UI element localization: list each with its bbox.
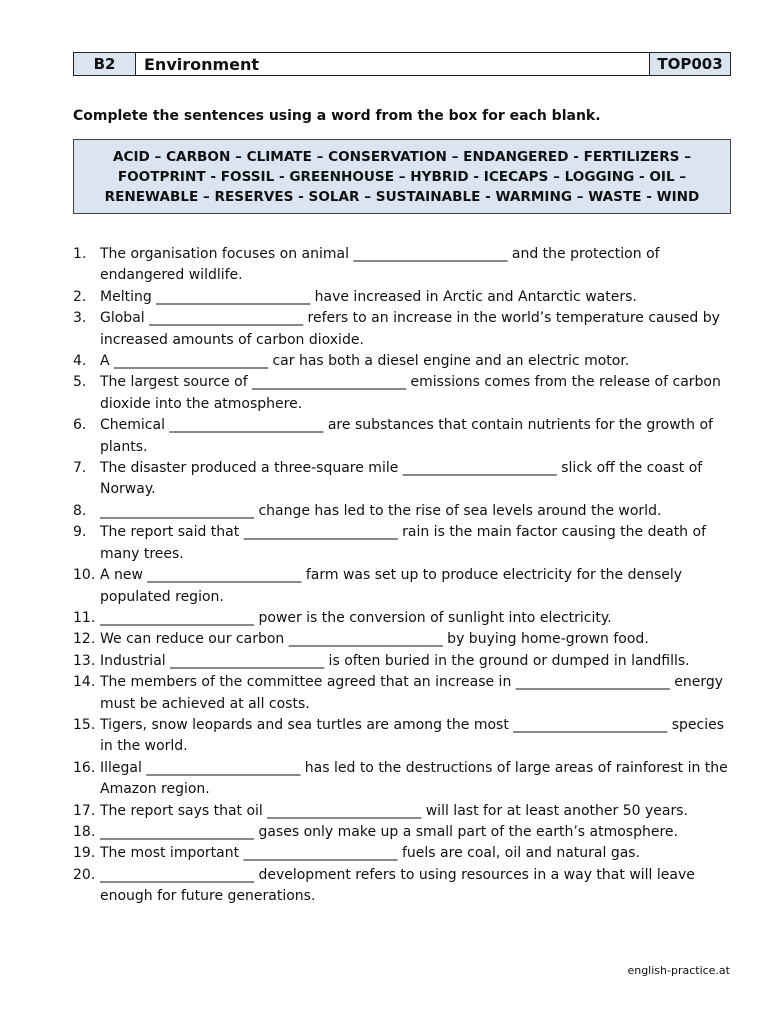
- answer-blank[interactable]: ______________________: [513, 716, 668, 733]
- exercise-list: [73, 244, 733, 908]
- sentence-start: We can reduce our carbon: [100, 631, 289, 648]
- sentence-end: fuels are coal, oil and natural gas.: [397, 845, 641, 862]
- sentence-end: energy must be achieved at all costs.: [100, 674, 723, 712]
- item-number: 13.: [73, 652, 96, 669]
- item-number: 8.: [73, 502, 87, 519]
- sentence-start: A: [100, 353, 115, 370]
- item-number: 20.: [73, 866, 96, 883]
- answer-blank[interactable]: ______________________: [353, 246, 508, 262]
- item-number: 4.: [73, 353, 87, 370]
- item-sentence: [100, 244, 733, 287]
- sentence-start: Melting: [100, 288, 157, 305]
- sentence-end: farm was set up to produce electricity for the densely populated region.: [100, 567, 683, 605]
- sentence-end: and the protection of endangered wildlife.: [100, 246, 660, 284]
- answer-blank[interactable]: ______________________: [100, 609, 254, 626]
- item-sentence: [100, 843, 733, 864]
- sentence-start: The disaster produced a three-square mile: [100, 460, 403, 477]
- answer-blank[interactable]: ______________________: [267, 802, 422, 819]
- exercise-item: [73, 758, 733, 801]
- sentence-start: Tigers, snow leopards and sea turtles are among the most: [100, 716, 514, 733]
- item-sentence: [100, 672, 733, 715]
- item-number: 10.: [73, 567, 96, 584]
- answer-blank[interactable]: ______________________: [146, 759, 301, 776]
- level-cell: B2: [74, 53, 136, 75]
- sentence-start: Chemical: [100, 417, 170, 434]
- exercise-item: [73, 608, 733, 629]
- item-sentence: [100, 801, 733, 822]
- answer-blank[interactable]: ______________________: [243, 845, 398, 862]
- sentence-end: power is the conversion of sunlight into electricity.: [254, 609, 612, 626]
- sentence-start: Global: [100, 310, 150, 327]
- answer-blank[interactable]: ______________________: [252, 374, 407, 391]
- item-number: 15.: [73, 716, 96, 733]
- item-sentence: [100, 351, 733, 372]
- item-number: 5.: [73, 374, 87, 391]
- item-sentence: [100, 501, 733, 522]
- item-sentence: [100, 372, 733, 415]
- answer-blank[interactable]: ______________________: [147, 567, 302, 584]
- sentence-end: species in the world.: [100, 716, 725, 755]
- sentence-end: have increased in Arctic and Antarctic waters.: [310, 288, 637, 305]
- exercise-item: [73, 501, 733, 522]
- answer-blank[interactable]: ______________________: [288, 631, 443, 648]
- item-sentence: [100, 522, 733, 565]
- exercise-item: [73, 651, 733, 672]
- exercise-item: [73, 415, 733, 458]
- answer-blank[interactable]: ______________________: [149, 310, 304, 327]
- topic-code: TOP003: [649, 53, 730, 75]
- item-sentence: [100, 715, 733, 758]
- exercise-item: [73, 372, 733, 415]
- exercise-item: [73, 629, 733, 650]
- sentence-end: refers to an increase in the world’s temperature caused by increased amounts of carbon dioxide.: [100, 310, 720, 348]
- exercise-item: [73, 244, 733, 287]
- sentence-start: The report says that oil: [100, 802, 268, 819]
- item-number: 11.: [73, 609, 96, 626]
- item-number: 1.: [73, 246, 87, 262]
- item-sentence: [100, 415, 733, 458]
- answer-blank[interactable]: ______________________: [100, 823, 254, 840]
- exercise-item: [73, 843, 733, 864]
- item-number: 19.: [73, 845, 96, 862]
- sentence-start: The organisation focuses on animal: [100, 246, 354, 262]
- item-number: 9.: [73, 524, 87, 541]
- sentence-start: The most important: [100, 845, 244, 862]
- exercise-item: [73, 801, 733, 822]
- exercise-item: [73, 565, 733, 608]
- item-sentence: [100, 458, 733, 501]
- item-sentence: [100, 608, 733, 629]
- item-sentence: [100, 565, 733, 608]
- item-number: 3.: [73, 310, 87, 327]
- footer-website: english-practice.at: [627, 964, 730, 977]
- sentence-end: has led to the destructions of large areas of rainforest in the Amazon region.: [100, 759, 728, 798]
- sentence-end: change has led to the rise of sea levels around the world.: [254, 502, 662, 519]
- item-sentence: [100, 822, 733, 843]
- answer-blank[interactable]: ______________________: [114, 353, 269, 370]
- sentence-end: by buying home-grown food.: [442, 631, 649, 648]
- word-box-line: FOOTPRINT - FOSSIL - GREENHOUSE – HYBRID - ICECAPS – LOGGING - OIL –: [117, 168, 687, 185]
- item-sentence: [100, 308, 733, 351]
- exercise-item: [73, 672, 733, 715]
- exercise-item: [73, 822, 733, 843]
- header-table: [73, 52, 731, 76]
- exercise-item: [73, 287, 733, 308]
- answer-blank[interactable]: ______________________: [100, 866, 254, 883]
- item-number: 7.: [73, 460, 87, 477]
- sentence-start: Illegal: [100, 759, 147, 776]
- sentence-start: The largest source of: [100, 374, 253, 391]
- exercise-item: [73, 308, 733, 351]
- exercise-item: [73, 715, 733, 758]
- answer-blank[interactable]: ______________________: [243, 524, 398, 541]
- item-number: 6.: [73, 417, 87, 434]
- exercise-item: [73, 865, 733, 908]
- answer-blank[interactable]: ______________________: [515, 674, 670, 691]
- topic-title: Environment: [144, 54, 260, 74]
- answer-blank[interactable]: ______________________: [402, 460, 557, 477]
- item-number: 17.: [73, 802, 96, 819]
- sentence-end: rain is the main factor causing the death of many trees.: [100, 524, 706, 562]
- item-number: 16.: [73, 759, 96, 776]
- exercise-item: [73, 351, 733, 372]
- sentence-end: development refers to using resources in a way that will leave enough for future generations.: [100, 866, 695, 905]
- item-sentence: [100, 629, 733, 650]
- instructions: Complete the sentences using a word from the box for each blank.: [73, 108, 601, 124]
- sentence-start: Industrial: [100, 652, 171, 669]
- answer-blank[interactable]: ______________________: [100, 502, 254, 519]
- item-sentence: [100, 758, 733, 801]
- sentence-end: will last for at least another 50 years.: [421, 802, 688, 819]
- word-box-line: RENEWABLE – RESERVES - SOLAR – SUSTAINABLE - WARMING – WASTE - WIND: [104, 188, 700, 205]
- answer-blank[interactable]: ______________________: [156, 288, 311, 305]
- word-box-line: ACID – CARBON – CLIMATE – CONSERVATION – ENDANGERED - FERTILIZERS –: [112, 148, 691, 165]
- sentence-start: A new: [100, 567, 148, 584]
- item-number: 18.: [73, 823, 96, 840]
- answer-blank[interactable]: ______________________: [169, 417, 324, 434]
- item-sentence: [100, 865, 733, 908]
- item-number: 14.: [73, 674, 96, 691]
- sentence-end: is often buried in the ground or dumped in landfills.: [324, 652, 690, 669]
- sentence-end: slick off the coast of Norway.: [100, 460, 703, 498]
- sentence-end: gases only make up a small part of the earth’s atmosphere.: [254, 823, 678, 840]
- sentence-end: are substances that contain nutrients for the growth of plants.: [100, 417, 713, 455]
- answer-blank[interactable]: ______________________: [170, 652, 325, 669]
- word-box: [73, 139, 731, 214]
- sentence-start: The report said that: [100, 524, 244, 541]
- item-number: 2.: [73, 288, 87, 305]
- sentence-end: emissions comes from the release of carbon dioxide into the atmosphere.: [100, 374, 721, 412]
- item-number: 12.: [73, 631, 96, 648]
- exercise-item: [73, 458, 733, 501]
- sentence-end: car has both a diesel engine and an electric motor.: [268, 353, 630, 370]
- sentence-start: The members of the committee agreed that an increase in: [100, 674, 516, 691]
- item-sentence: [100, 287, 733, 308]
- exercise-item: [73, 522, 733, 565]
- item-sentence: [100, 651, 733, 672]
